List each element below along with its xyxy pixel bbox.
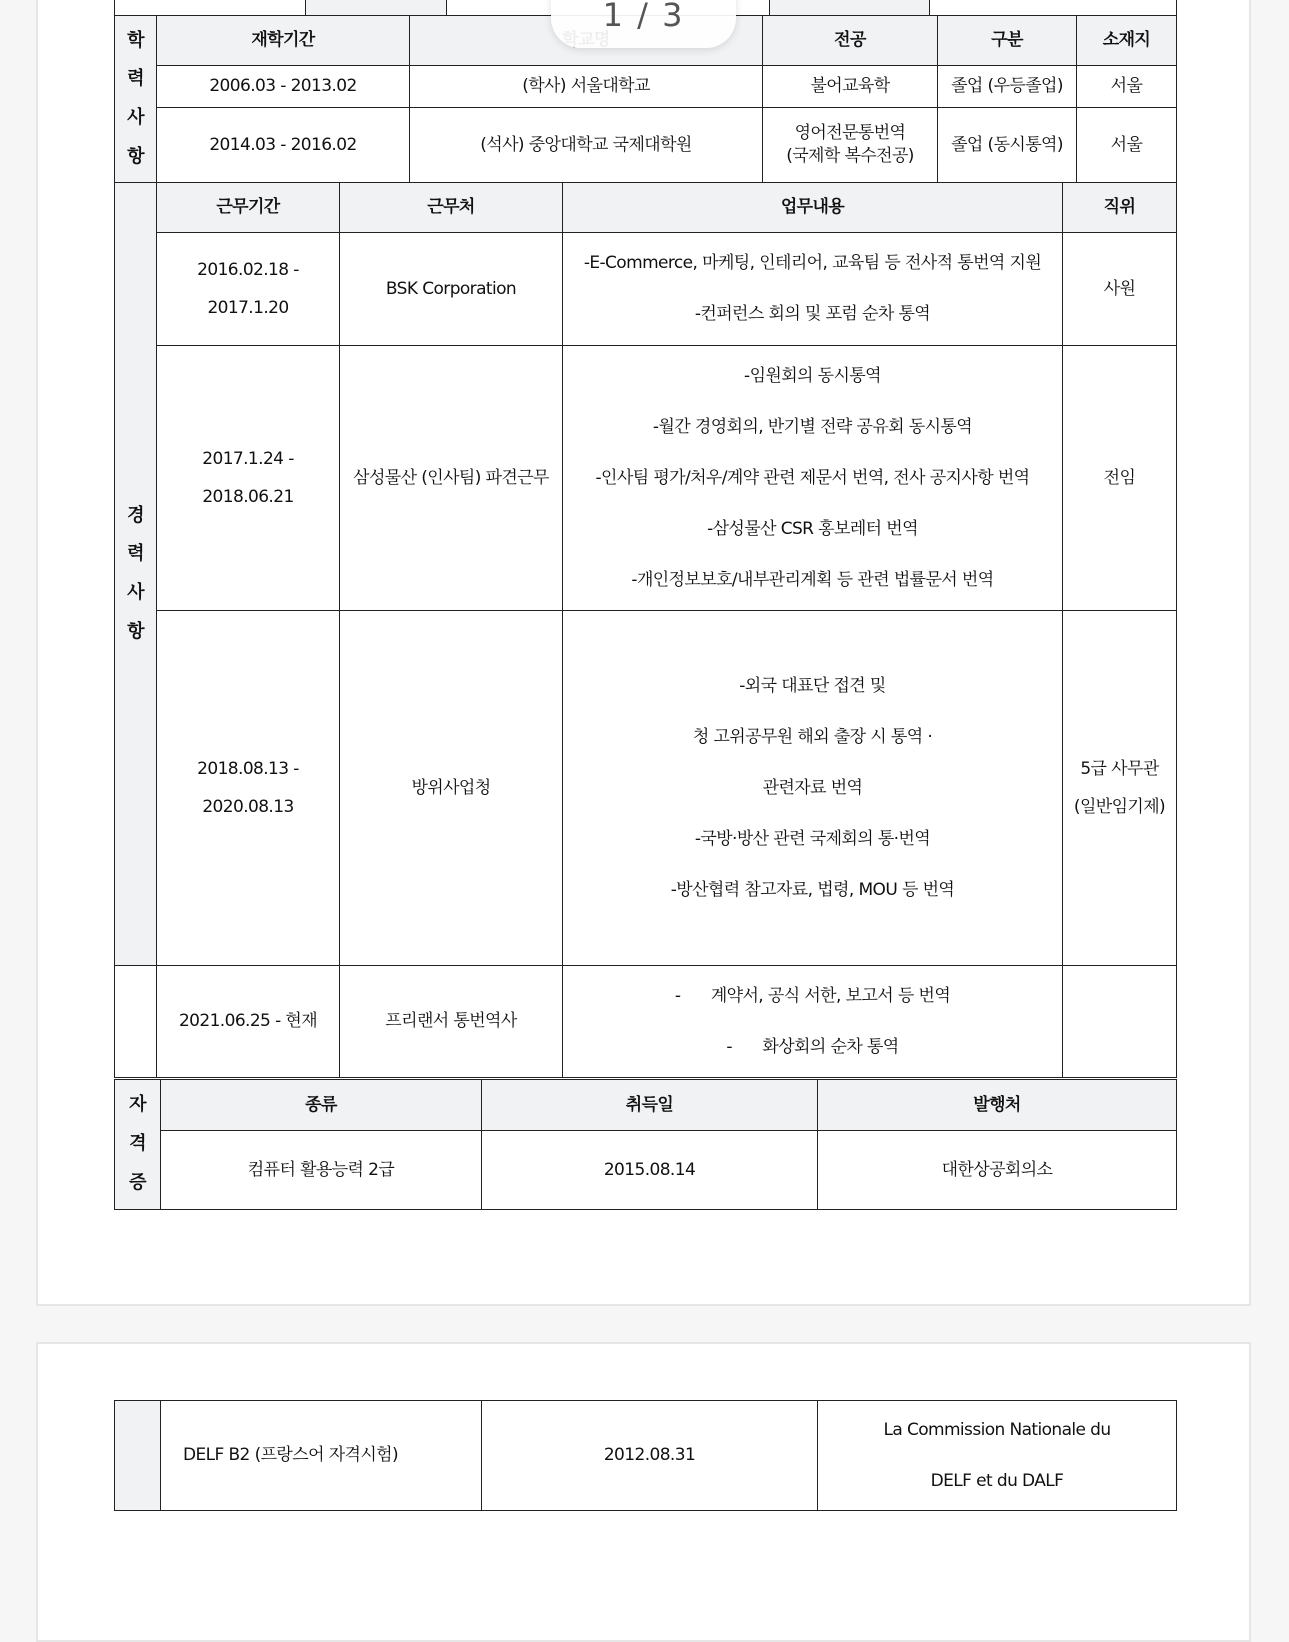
header-cert-type: 종류: [161, 1080, 482, 1131]
cert-issuer: 대한상공회의소: [818, 1131, 1177, 1210]
edu-school: (학사) 서울대학교: [410, 66, 763, 108]
career-period: 2017.1.24 - 2018.06.21: [157, 346, 340, 611]
career-duties: -임원회의 동시통역 -월간 경영회의, 반기별 전략 공유회 동시통역 -인사팀 평가/처우/계약 관련 제문서 번역, 전사 공지사항 번역 -삼성물산 CSR 홍보레터 번역 -개인정보보호/내부관리계획 등 관련 법률문서 번역: [563, 346, 1063, 611]
cert-issuer: La Commission Nationale du DELF et du DALF: [818, 1401, 1177, 1511]
certificates-table: [114, 1079, 1177, 1210]
career-table: [114, 182, 1177, 1078]
career-position: [1063, 966, 1177, 1078]
career-duties: - 계약서, 공식 서한, 보고서 등 번역 - 화상회의 순차 통역: [563, 966, 1063, 1078]
career-position: 5급 사무관 (일반임기제): [1063, 611, 1177, 966]
header-work-period: 근무기간: [157, 183, 340, 233]
edu-status: 졸업 (동시통역): [938, 108, 1077, 183]
header-company: 근무처: [340, 183, 563, 233]
career-position: 사원: [1063, 233, 1177, 346]
career-company: 삼성물산 (인사팀) 파견근무: [340, 346, 563, 611]
cut-cell: [770, 0, 930, 16]
edu-school: (석사) 중앙대학교 국제대학원: [410, 108, 763, 183]
table-row: [115, 1401, 1177, 1511]
cut-cell: [306, 0, 447, 16]
education-side-label: 학 력 사 항: [115, 16, 157, 183]
cert-date: 2015.08.14: [482, 1131, 818, 1210]
header-cert-issuer: 발행처: [818, 1080, 1177, 1131]
table-row: [115, 66, 1177, 108]
header-duties: 업무내용: [563, 183, 1063, 233]
career-side-blank: [115, 966, 157, 1078]
header-cert-date: 취득일: [482, 1080, 818, 1131]
header-status: 구분: [938, 16, 1077, 66]
career-period: 2018.08.13 - 2020.08.13: [157, 611, 340, 966]
edu-major: 불어교육학: [763, 66, 938, 108]
career-duties: -E-Commerce, 마케팅, 인테리어, 교육팀 등 전사적 통번역 지원 -컨퍼런스 회의 및 포럼 순차 통역: [563, 233, 1063, 346]
table-row: [115, 966, 1177, 1078]
cert-date: 2012.08.31: [482, 1401, 818, 1511]
career-side-label: 경 력 사 항: [115, 183, 157, 966]
edu-period: 2006.03 - 2013.02: [157, 66, 410, 108]
career-company: BSK Corporation: [340, 233, 563, 346]
header-position: 직위: [1063, 183, 1177, 233]
table-row: [115, 611, 1177, 966]
cut-cell: [115, 0, 306, 16]
certificates-table-continued: [114, 1400, 1177, 1511]
career-duties: -외국 대표단 접견 및 청 고위공무원 해외 출장 시 통역 · 관련자료 번역 -국방·방산 관련 국제회의 통·번역 -방산협력 참고자료, 법령, MOU 등 번역: [563, 611, 1063, 966]
cut-cell: [930, 0, 1177, 16]
career-period: 2016.02.18 - 2017.1.20: [157, 233, 340, 346]
career-company: 방위사업청: [340, 611, 563, 966]
table-row: [115, 108, 1177, 183]
career-period: 2021.06.25 - 현재: [157, 966, 340, 1078]
cert-name: DELF B2 (프랑스어 자격시험): [161, 1401, 482, 1511]
certificates-side-label: [115, 1401, 161, 1511]
table-row: [115, 1131, 1177, 1210]
table-row: [115, 346, 1177, 611]
certificates-side-label: 자 격 증: [115, 1080, 161, 1210]
career-company: 프리랜서 통번역사: [340, 966, 563, 1078]
header-major: 전공: [763, 16, 938, 66]
table-row: [115, 233, 1177, 346]
header-period: 재학기간: [157, 16, 410, 66]
header-location: 소재지: [1077, 16, 1177, 66]
edu-location: 서울: [1077, 66, 1177, 108]
edu-period: 2014.03 - 2016.02: [157, 108, 410, 183]
edu-major: 영어전문통번역 (국제학 복수전공): [763, 108, 938, 183]
edu-location: 서울: [1077, 108, 1177, 183]
page-indicator: 1 / 3: [551, 0, 736, 48]
edu-status: 졸업 (우등졸업): [938, 66, 1077, 108]
career-position: 전임: [1063, 346, 1177, 611]
cert-name: 컴퓨터 활용능력 2급: [161, 1131, 482, 1210]
